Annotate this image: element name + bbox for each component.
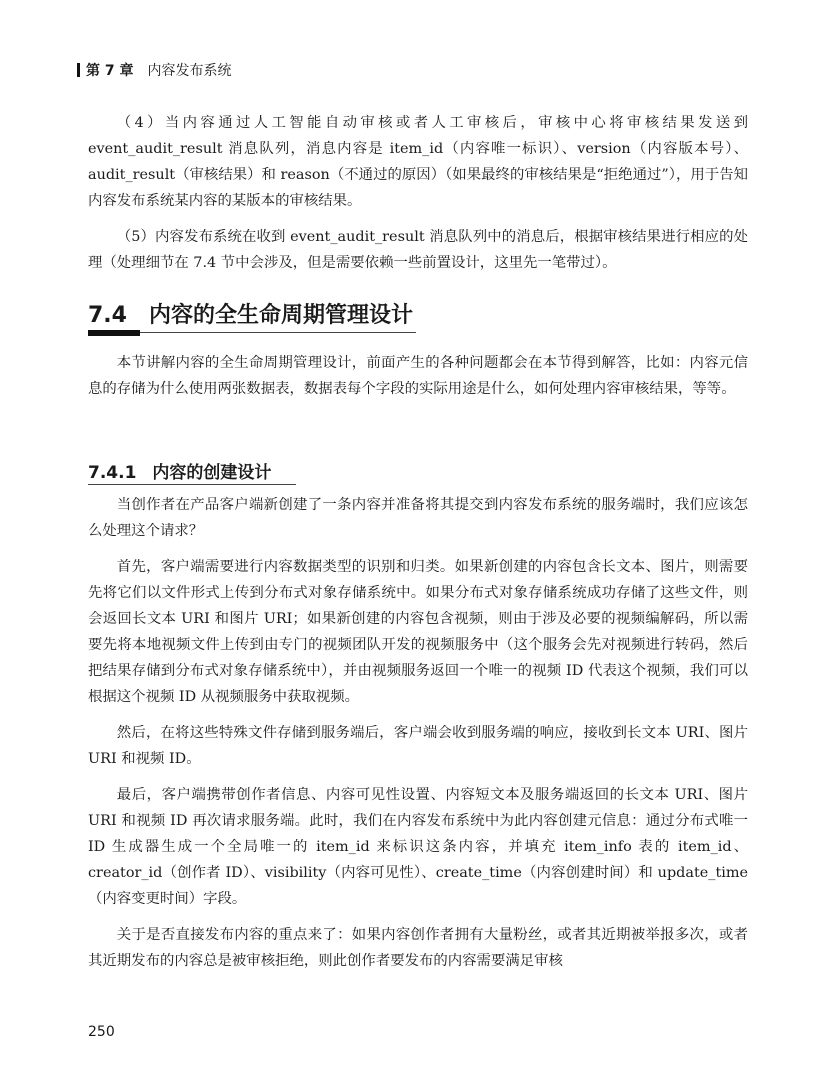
section-underline-accent — [88, 330, 140, 336]
paragraph: 当创作者在产品客户端新创建了一条内容并准备将其提交到内容发布系统的服务端时，我们应该怎么处理这个请求？ — [88, 497, 748, 539]
paragraph: 然后，在将这些特殊文件存储到服务端后，客户端会收到服务端的响应，接收到长文本 URI、图片 URI 和视频 ID。 — [88, 725, 748, 767]
subsection-title: 内容的创建设计 — [152, 463, 272, 483]
paragraph: （4）当内容通过人工智能自动审核或者人工审核后，审核中心将审核结果发送到 event_audit_result 消息队列，消息内容是 item_id（内容唯一标识）、version（内容版本号）、audit_result（审核结果）和 reason（不通过的原因）（如果最终的审核结果是“拒绝通过”），用于告知内容发布系统某内容的某版本的审核结果。 — [88, 115, 748, 209]
subsection-text-block — [88, 492, 748, 984]
section-number: 7.4 — [88, 303, 127, 328]
subsection-underline — [88, 484, 296, 485]
chapter-label: 第 7 章 — [86, 63, 134, 79]
running-head-bar — [77, 63, 80, 77]
top-text-block — [88, 110, 748, 286]
running-head — [77, 60, 232, 80]
section-title: 内容的全生命周期管理设计 — [148, 303, 413, 328]
chapter-title: 内容发布系统 — [147, 63, 232, 79]
paragraph: （5）内容发布系统在收到 event_audit_result 消息队列中的消息后，根据审核结果进行相应的处理（处理细节在 7.4 节中会涉及，但是需要依赖一些前置设计，这里先一笔带过）。 — [88, 229, 748, 271]
page-number: 250 — [88, 1024, 115, 1040]
paragraph: 本节讲解内容的全生命周期管理设计，前面产生的各种问题都会在本节得到解答，比如：内容元信息的存储为什么使用两张数据表，数据表每个字段的实际用途是什么，如何处理内容审核结果，等等。 — [88, 355, 748, 397]
paragraph: 首先，客户端需要进行内容数据类型的识别和归类。如果新创建的内容包含长文本、图片，则需要先将它们以文件形式上传到分布式对象存储系统中。如果分布式对象存储系统成功存储了这些文件，则会返回长文本 URI 和图片 URI；如果新创建的内容包含视频，则由于涉及必要的视频编解码，所以需要先将本地视频文件上传到由专门的视频团队开发的视频服务中（这个服务会先对视频进行转码，然后把结果存储到分布式对象存储系统中），并由视频服务返回一个唯一的视频 ID 代表这个视频，我们可以根据这个视频 ID 从视频服务中获取视频。 — [88, 559, 748, 705]
paragraph: 关于是否直接发布内容的重点来了：如果内容创作者拥有大量粉丝，或者其近期被举报多次，或者其近期发布的内容总是被审核拒绝，则此创作者要发布的内容需要满足审核 — [88, 927, 748, 969]
subsection-heading — [88, 458, 271, 483]
section-heading — [88, 298, 413, 329]
subsection-number: 7.4.1 — [88, 463, 137, 483]
paragraph: 最后，客户端携带创作者信息、内容可见性设置、内容短文本及服务端返回的长文本 URI、图片 URI 和视频 ID 再次请求服务端。此时，我们在内容发布系统中为此内容创建元信息：通过分布式唯一 ID 生成器生成一个全局唯一的 item_id 来标识这条内容，并填充 item_info 表的 item_id、creator_id（创作者 ID）、visibility（内容可见性）、create_time（内容创建时间）和 update_time（内容变更时间）字段。 — [88, 787, 748, 907]
section-intro-block — [88, 350, 748, 412]
